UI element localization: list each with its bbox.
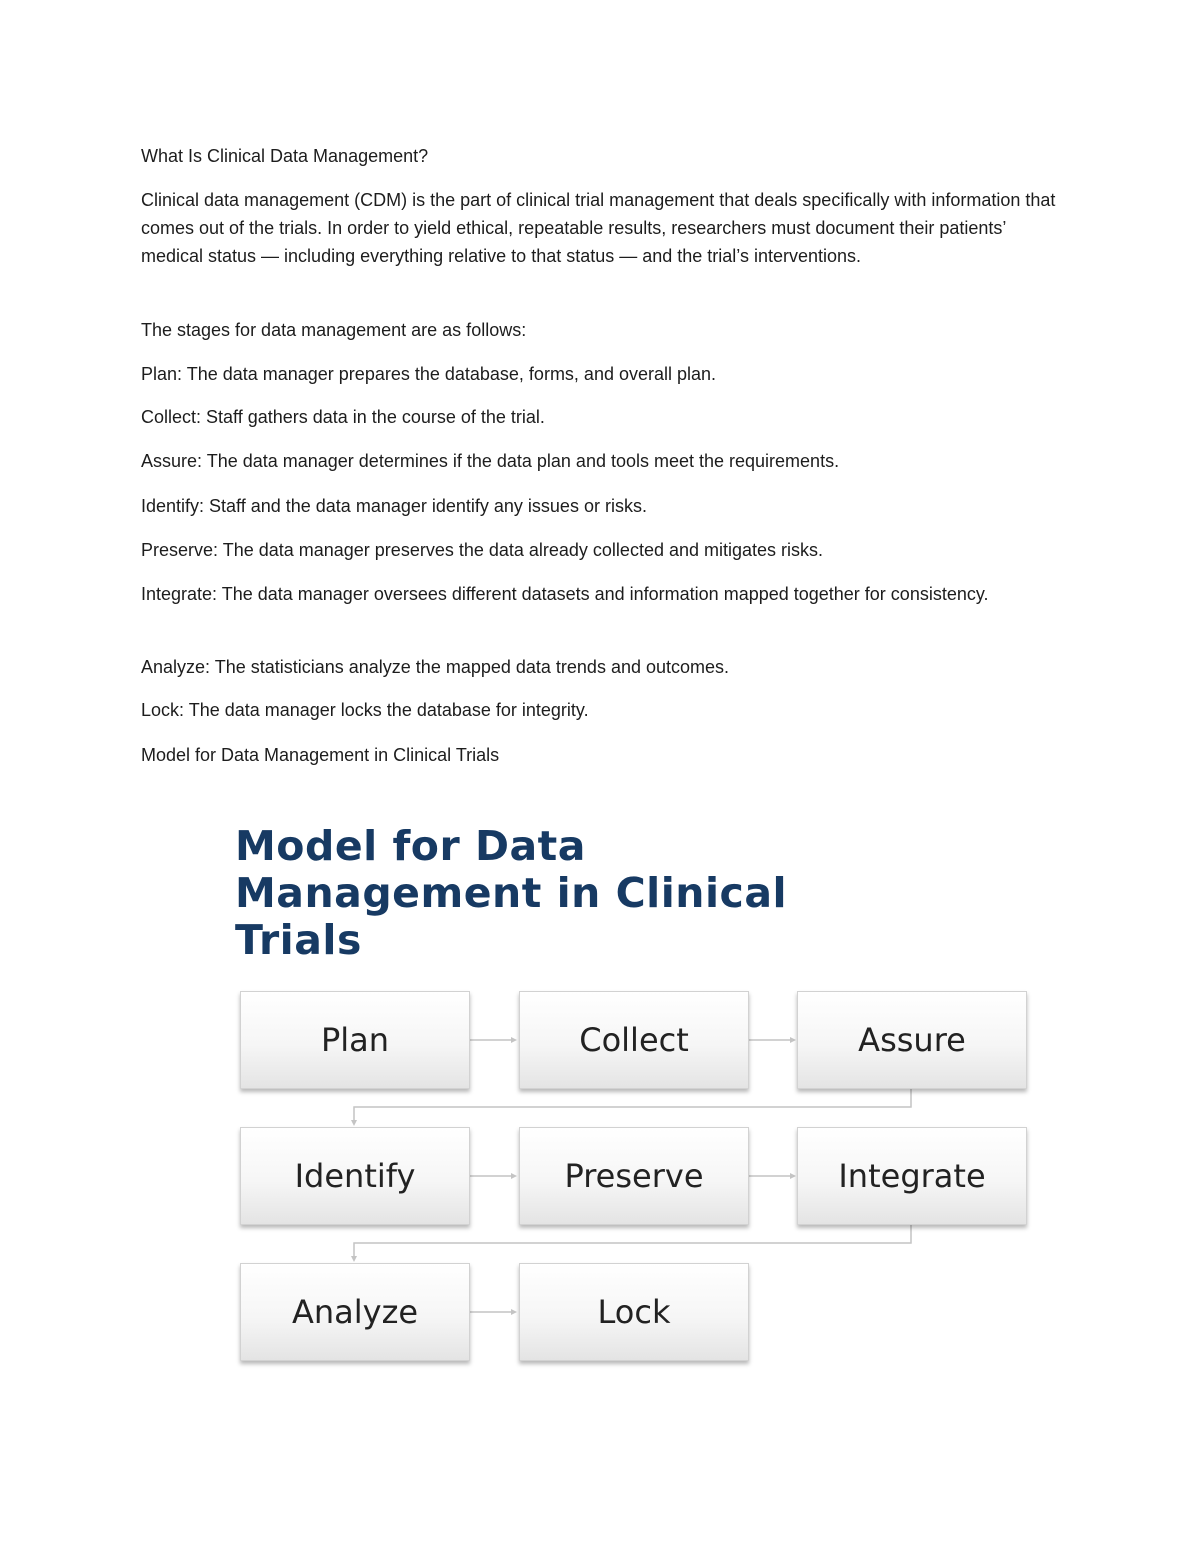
- flow-box-integrate: Integrate: [797, 1127, 1027, 1225]
- stage-analyze: Analyze: The statisticians analyze the mapped data trends and outcomes.: [141, 657, 730, 677]
- flow-box-collect: Collect: [519, 991, 749, 1089]
- arrow-integrate-analyze: [354, 1225, 911, 1259]
- stages-intro: The stages for data management are as follows:: [141, 320, 527, 340]
- flow-box-preserve: Preserve: [519, 1127, 749, 1225]
- stage-integrate: Integrate: The data manager oversees different datasets and information mapped together for consistency.: [141, 584, 989, 604]
- stage-lock: Lock: The data manager locks the database for integrity.: [141, 700, 589, 720]
- stage-preserve: Preserve: The data manager preserves the data already collected and mitigates risks.: [141, 540, 824, 560]
- stage-collect: Collect: Staff gathers data in the course of the trial.: [141, 407, 545, 427]
- flow-box-assure: Assure: [797, 991, 1027, 1089]
- figure-title-line: Management in Clinical: [235, 869, 788, 917]
- figure-title-line: Model for Data: [235, 822, 586, 870]
- flow-box-plan: Plan: [240, 991, 470, 1089]
- data-management-flow-figure: [225, 815, 1040, 1375]
- flow-box-analyze: Analyze: [240, 1263, 470, 1361]
- flow-box-lock: Lock: [519, 1263, 749, 1361]
- stage-identify: Identify: Staff and the data manager identify any issues or risks.: [141, 496, 647, 516]
- flow-box-identify: Identify: [240, 1127, 470, 1225]
- figure-caption: Model for Data Management in Clinical Trials: [141, 745, 500, 765]
- arrow-assure-identify: [354, 1089, 911, 1123]
- intro-paragraph: Clinical data management (CDM) is the part of clinical trial management that deals specifically with information that comes out of the trials. In order to yield ethical, repeatable results, researchers must document their patients’ medical status — including everything relative to that status — and the trial’s interventions.: [141, 190, 1056, 266]
- figure-title-line: Trials: [235, 916, 362, 964]
- document-heading: What Is Clinical Data Management?: [141, 146, 429, 166]
- stage-plan: Plan: The data manager prepares the database, forms, and overall plan.: [141, 364, 717, 384]
- stage-assure: Assure: The data manager determines if the data plan and tools meet the requirements.: [141, 451, 840, 471]
